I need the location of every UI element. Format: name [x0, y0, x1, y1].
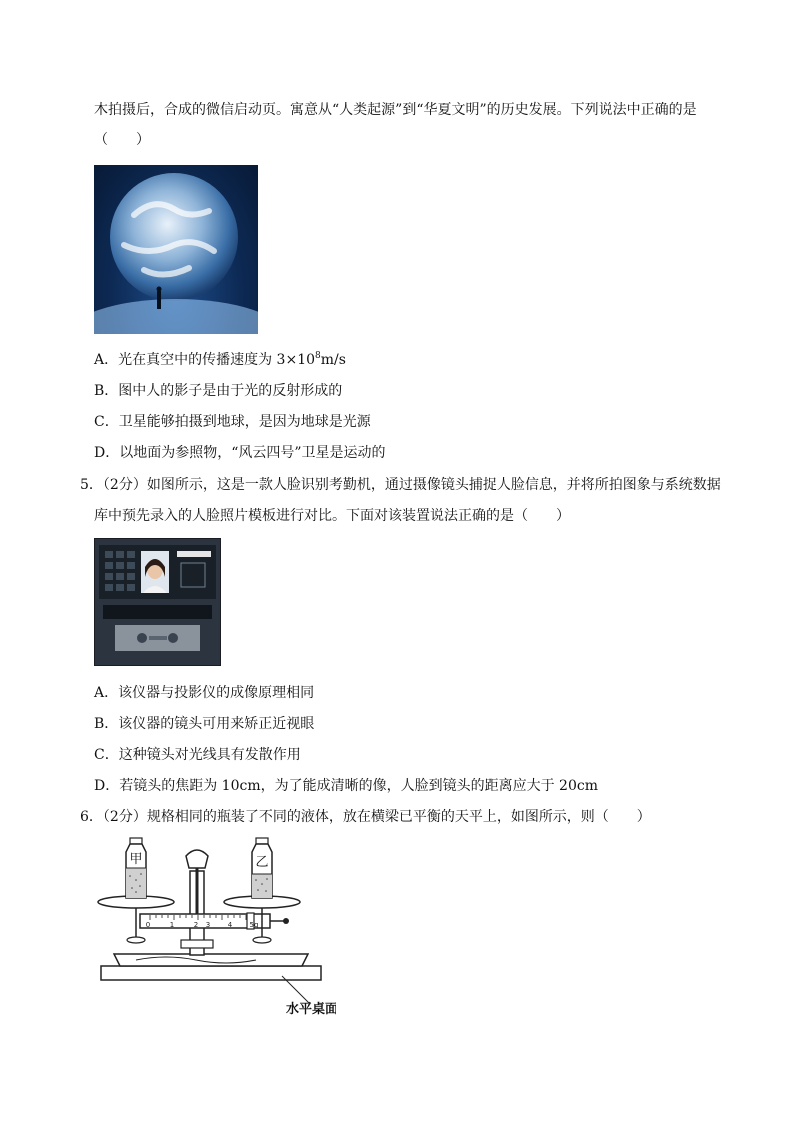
desk-label: 水平桌面 [285, 1002, 336, 1017]
tick-2: 2 [193, 921, 199, 929]
desk [101, 966, 321, 980]
tick-3: 3 [205, 921, 211, 929]
machine-illustration [95, 539, 220, 665]
bottle-left-label: 甲 [129, 852, 143, 867]
q5-option-c: C．这种镜头对光线具有发散作用 [94, 747, 301, 763]
intro-line-1: 木拍摄后，合成的微信启动页。寓意从“人类起源”到“华夏文明”的历史发展。下列说法中正确的是 [94, 102, 697, 118]
face-recognition-machine-photo [94, 538, 221, 666]
intro-line-2: （ ） [94, 132, 150, 148]
balance-figure [96, 836, 336, 1026]
earth-photo [94, 165, 258, 334]
q6-stem-line-1: 6．（2分）规格相同的瓶装了不同的液体，放在横梁已平衡的天平上，如图所示，则（ ） [80, 809, 651, 825]
tick-1: 1 [169, 921, 175, 929]
tick-5: 5g [249, 921, 259, 929]
q4-option-d: D．以地面为参照物，“风云四号”卫星是运动的 [94, 445, 386, 461]
q4-option-a: A．光在真空中的传播速度为 $3\times 10^8m/s$ [94, 351, 346, 368]
balance-illustration [96, 836, 336, 1026]
q5-option-d: D．若镜头的焦距为 10cm，为了能成清晰的像，人脸到镜头的距离应大于 20cm [94, 778, 598, 794]
bottle-right [252, 838, 272, 898]
q5-stem-line-1: 5．（2分）如图所示，这是一款人脸识别考勤机，通过摄像镜头捕捉人脸信息，并将所拍图象与系统数据 [80, 477, 721, 493]
earth-illustration [94, 165, 258, 334]
q4-option-b: B．图中人的影子是由于光的反射形成的 [94, 383, 343, 399]
tick-0: 0 [145, 921, 151, 929]
tick-4: 4 [227, 921, 233, 929]
q4-option-c: C．卫星能够拍摄到地球，是因为地球是光源 [94, 414, 371, 430]
q5-stem-line-2: 库中预先录入的人脸照片模板进行对比。下面对该装置说法正确的是（ ） [94, 508, 570, 524]
bottle-right-label: 乙 [255, 855, 269, 870]
q5-option-b: B．该仪器的镜头可用来矫正近视眼 [94, 716, 315, 732]
q5-option-a: A．该仪器与投影仪的成像原理相同 [94, 685, 315, 701]
bottle-left [126, 838, 146, 898]
